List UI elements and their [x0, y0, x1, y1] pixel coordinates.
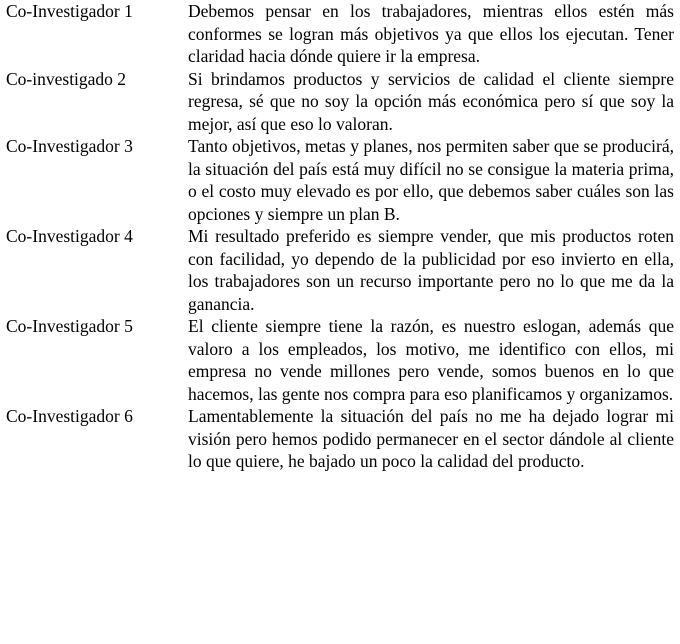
row-label: Co-Investigador 1 — [6, 1, 133, 21]
table-row — [6, 135, 674, 225]
row-label: Co-Investigador 5 — [6, 316, 133, 336]
row-response: El cliente siempre tiene la razón, es nuestro eslogan, además que valoro a los empleados, los motivo, me identifico con ellos, mi empresa no vende millones pero vende, somos buenos en lo que hacemos, las gente nos compra para eso planificamos y organizamos. — [188, 316, 674, 404]
row-response: Mi resultado preferido es siempre vender, que mis productos roten con facilidad, yo dependo de la publicidad por eso invierto en ella, los trabajadores son un recurso importante pero no lo que me da la ganancia. — [188, 226, 674, 314]
table-row — [6, 0, 674, 68]
row-label: Co-Investigador 3 — [6, 136, 133, 156]
row-label: Co-Investigador 4 — [6, 226, 133, 246]
row-label: Co-Investigador 6 — [6, 406, 133, 426]
table-row — [6, 225, 674, 315]
table-row — [6, 315, 674, 405]
row-response: Si brindamos productos y servicios de calidad el cliente siempre regresa, sé que no soy la opción más económica pero sí que soy la mejor, así que eso lo valoran. — [188, 68, 674, 134]
table-row — [6, 68, 674, 136]
responses-table — [6, 0, 674, 473]
row-response: Debemos pensar en los trabajadores, mientras ellos estén más conformes se logran más objetivos ya que ellos los ejecutan. Tener claridad hacia dónde quiere ir la empresa. — [188, 1, 674, 66]
row-label: Co-investigado 2 — [6, 68, 127, 89]
table-row — [6, 405, 674, 473]
row-response: Tanto objetivos, metas y planes, nos permiten saber que se producirá, la situación del país está muy difícil no se consigue la materia prima, o el costo muy elevado es por ello, que debemos saber cuáles son las opciones y siempre un plan B. — [188, 136, 674, 224]
row-response: Lamentablemente la situación del país no me ha dejado lograr mi visión pero hemos podido permanecer en el sector dándole al cliente lo que quiere, he bajado un poco la calidad del producto. — [188, 406, 674, 471]
